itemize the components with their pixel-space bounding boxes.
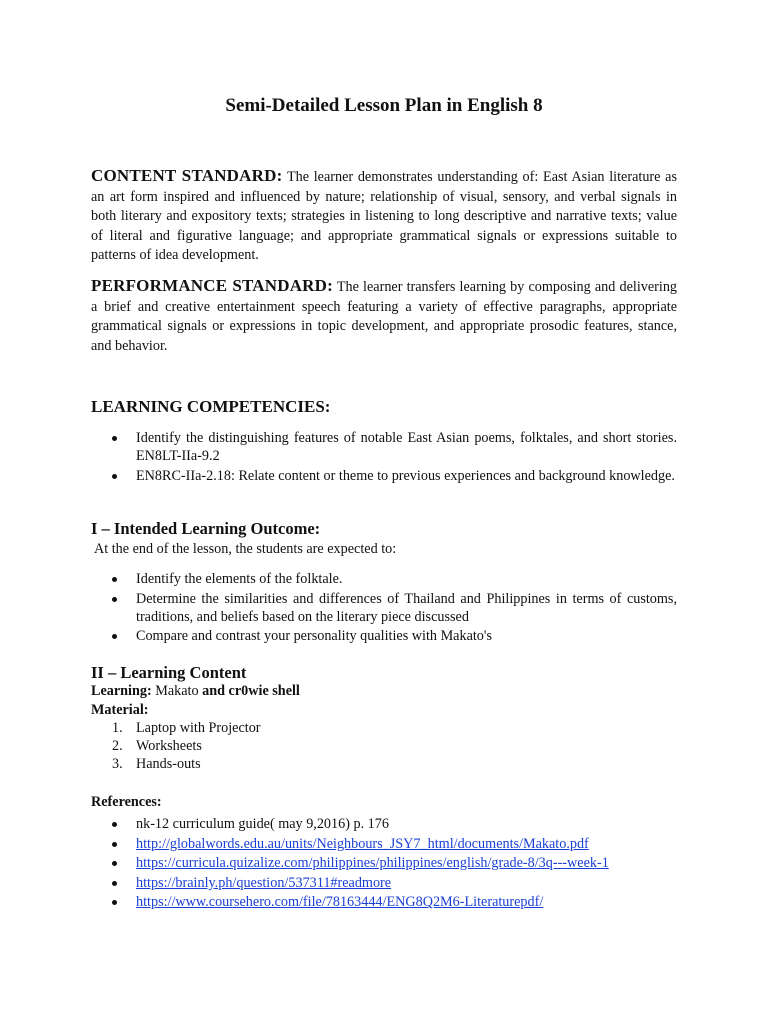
material-label: Material: — [91, 702, 149, 718]
bullet-icon — [112, 822, 117, 827]
intended-outcome-list — [91, 570, 677, 647]
list-item: 2. Worksheets — [112, 738, 202, 754]
bullet-icon — [112, 900, 117, 905]
list-item — [91, 874, 677, 892]
bullet-icon — [112, 577, 117, 582]
list-item: Determine the similarities and differences of Thailand and Philippines in terms of customs, traditions, and beliefs based on the literary piece discussed — [91, 590, 677, 626]
bullet-icon — [112, 436, 117, 441]
bullet-icon — [112, 634, 117, 639]
list-item — [91, 835, 677, 853]
references-label: References: — [91, 794, 162, 810]
content-standard-text: The learner demonstrates understanding of: East Asian literature as an art form inspired and influenced by nature; relationship of visual, sensory, and verbal signals in both literary and expository texts; strategies in listening to long descriptive and narrative texts; value of literal and figurative language; and appropriate grammatical signals or expressions suitable to patterns of idea development. — [91, 169, 677, 264]
learning-label: Learning: — [91, 683, 152, 699]
learning-value: Makato — [155, 683, 199, 699]
document-title: Semi-Detailed Lesson Plan in English 8 — [225, 95, 543, 116]
list-item — [91, 854, 677, 872]
learning-competencies-heading: LEARNING COMPETENCIES: — [91, 397, 331, 416]
intended-outcome-intro: At the end of the lesson, the students are expected to: — [94, 541, 397, 557]
bullet-icon — [112, 597, 117, 602]
list-item — [91, 815, 677, 833]
performance-standard-text: The learner transfers learning by composing and delivering a brief and creative entertainment speech featuring a variety of effective paragraphs, appropriate grammatical signals or expressions in topic development, and appropriate prosodic features, stance, and behavior. — [91, 279, 678, 354]
intended-outcome-heading: I – Intended Learning Outcome: — [91, 519, 321, 538]
references-list — [91, 815, 677, 913]
reference-link[interactable]: https://curricula.quizalize.com/philippines/philippines/english/grade-8/3q---week-1 — [136, 855, 609, 872]
learning-line — [91, 682, 300, 700]
content-standard-paragraph — [91, 166, 677, 266]
reference-text: nk-12 curriculum guide( may 9,2016) p. 176 — [136, 816, 389, 832]
bullet-icon — [112, 474, 117, 479]
list-item: Identify the distinguishing features of notable East Asian poems, folktales, and short stories. EN8LT-IIa-9.2 — [91, 429, 677, 465]
list-item: 3. Hands-outs — [112, 756, 201, 772]
performance-standard-paragraph — [91, 276, 677, 356]
list-item: 1. Laptop with Projector — [112, 720, 261, 736]
bullet-icon — [112, 881, 117, 886]
list-item: Compare and contrast your personality qualities with Makato's — [91, 627, 677, 645]
bullet-icon — [112, 842, 117, 847]
reference-link[interactable]: http://globalwords.edu.au/units/Neighbours_JSY7_html/documents/Makato.pdf — [136, 835, 589, 852]
learning-content-heading: II – Learning Content — [91, 663, 247, 682]
list-item — [91, 893, 677, 911]
list-item: Identify the elements of the folktale. — [91, 570, 677, 588]
reference-link[interactable]: https://brainly.ph/question/537311#readmore — [136, 874, 392, 891]
list-item: EN8RC-IIa-2.18: Relate content or theme to previous experiences and background knowledge. — [91, 467, 677, 485]
materials-list — [91, 719, 261, 773]
learning-competencies-list — [91, 429, 677, 486]
learning-value-bold: and cr0wie shell — [202, 683, 300, 699]
reference-link[interactable]: https://www.coursehero.com/file/78163444/ENG8Q2M6-Literaturepdf/ — [136, 894, 544, 911]
content-standard-label: CONTENT STANDARD: — [91, 166, 283, 185]
bullet-icon — [112, 861, 117, 866]
performance-standard-label: PERFORMANCE STANDARD: — [91, 276, 333, 295]
